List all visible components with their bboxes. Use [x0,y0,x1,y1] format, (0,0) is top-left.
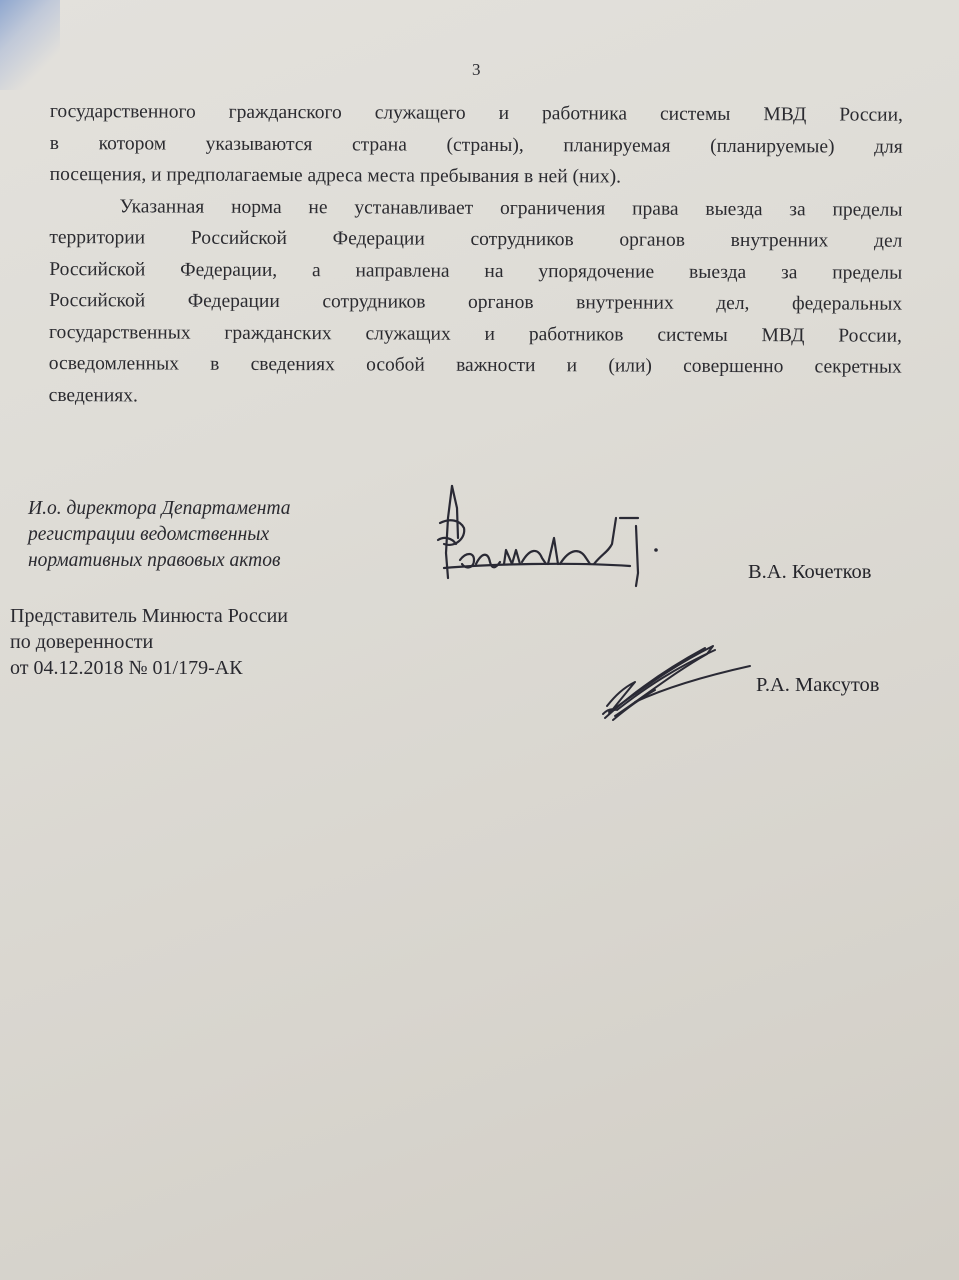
text-line: сведениях. [48,384,138,406]
text-line: государственных гражданских служащих и работников системы МВД России, [48,321,903,347]
page-number: 3 [472,60,481,79]
text-line: в котором указываются страна (страны), планируемая (планируемые) для [49,132,903,158]
position-line: нормативных правовых актов [28,550,281,571]
signatory-1-name: В.А. Кочетков [748,561,872,583]
text-line: Российской Федерации, а направлена на упорядочение выезда за пределы [49,258,903,284]
text-line: посещения, и предполагаемые адреса места пребывания в ней (них). [49,163,622,188]
text-line: Указанная норма не устанавливает ограничения права выезда за пределы [119,195,903,221]
position-line: от 04.12.2018 № 01/179-АК [10,657,243,679]
body-text [49,96,903,415]
signature-1-icon [430,478,670,593]
photo-edge-shadow [0,0,60,90]
text-line: территории Российской Федерации сотрудников органов внутренних дел [49,226,903,252]
position-line: регистрации ведомственных [28,524,270,545]
signature-2-icon [595,640,755,725]
text-line: Российской Федерации сотрудников органов внутренних дел, федеральных [49,289,903,315]
position-line: Представитель Минюста России [10,605,288,627]
signatory-2-position [10,603,288,681]
signatory-2-name: Р.А. Максутов [756,674,880,696]
position-line: И.о. директора Департамента [28,498,291,519]
text-line: осведомленных в сведениях особой важности и (или) совершенно секретных [48,352,902,378]
position-line: по доверенности [10,631,154,653]
signatory-1-position [28,496,291,574]
text-line: государственного гражданского служащего и работника системы МВД России, [49,100,903,126]
